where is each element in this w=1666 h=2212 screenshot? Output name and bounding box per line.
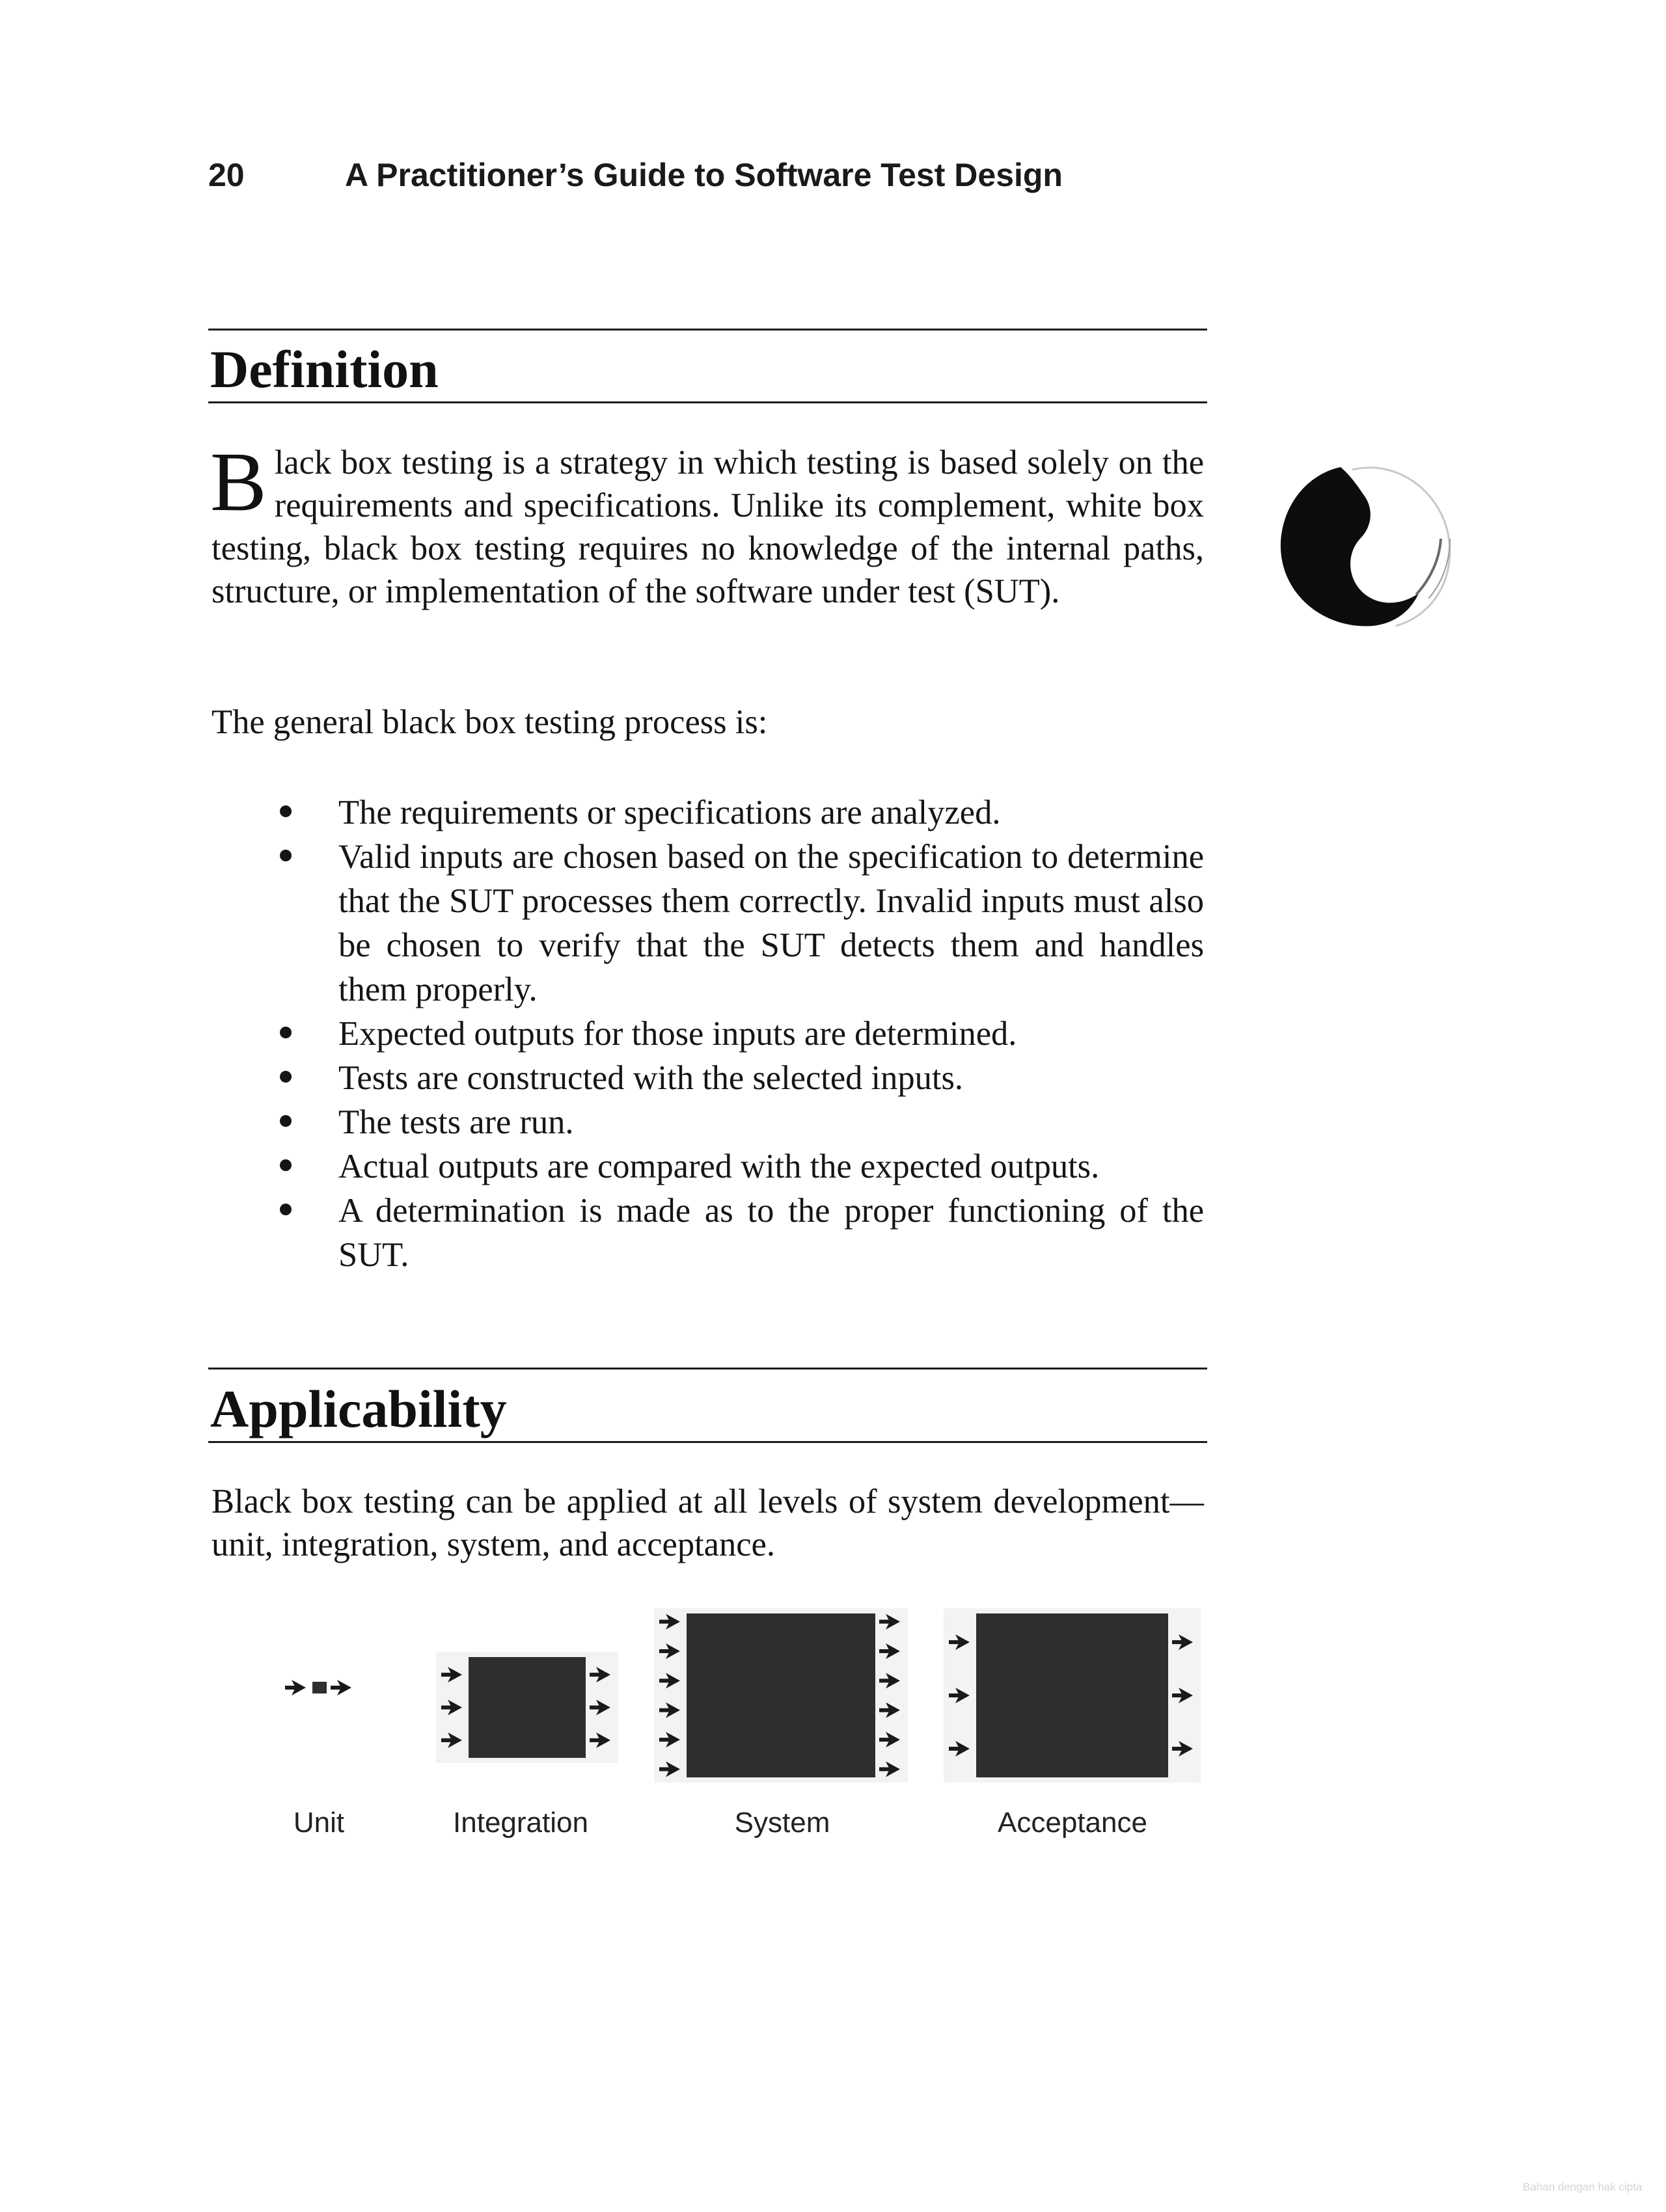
list-item: The requirements or specifications are analyzed. bbox=[212, 790, 1204, 835]
bullet-icon bbox=[280, 1027, 292, 1038]
level-label-integration: Integration bbox=[453, 1807, 588, 1839]
yin-yang-icon bbox=[1263, 455, 1458, 644]
running-header bbox=[208, 156, 1063, 194]
drop-cap: B bbox=[210, 435, 267, 529]
applicability-paragraph: Black box testing can be applied at all levels of system development—unit, integration, system, and acceptance. bbox=[212, 1483, 1204, 1563]
bullet-icon bbox=[280, 1115, 292, 1127]
process-intro: The general black box testing process is: bbox=[212, 703, 768, 741]
list-item: The tests are run. bbox=[212, 1100, 1204, 1144]
level-box-integration bbox=[469, 1657, 586, 1758]
section-rule-top bbox=[208, 329, 1207, 330]
level-box-acceptance bbox=[976, 1613, 1168, 1777]
bullet-icon bbox=[280, 1159, 292, 1171]
level-box-system bbox=[687, 1613, 875, 1777]
bullet-icon bbox=[280, 850, 292, 861]
level-label-unit: Unit bbox=[293, 1807, 345, 1839]
process-steps-list bbox=[212, 790, 1204, 1277]
list-item: Valid inputs are chosen based on the specification to determine that the SUT processes them correctly. Invalid inputs must also be chosen to verify that the SUT detects them and handles them properly. bbox=[212, 835, 1204, 1012]
section-rule-top bbox=[208, 1368, 1207, 1369]
bullet-icon bbox=[280, 805, 292, 817]
level-label-system: System bbox=[734, 1807, 830, 1839]
section-rule-bottom bbox=[208, 401, 1207, 403]
page-number: 20 bbox=[208, 157, 245, 193]
bullet-icon bbox=[280, 1204, 292, 1215]
level-box-unit bbox=[312, 1682, 327, 1693]
bullet-icon bbox=[280, 1071, 292, 1083]
test-levels-diagram bbox=[247, 1587, 1223, 1874]
definition-paragraph bbox=[210, 435, 1204, 613]
list-item: Actual outputs are compared with the expected outputs. bbox=[212, 1144, 1204, 1189]
list-item: A determination is made as to the proper functioning of the SUT. bbox=[212, 1189, 1204, 1277]
book-title: A Practitioner’s Guide to Software Test Design bbox=[345, 157, 1063, 193]
list-item: Expected outputs for those inputs are determined. bbox=[212, 1012, 1204, 1056]
input-arrow-icon-unit bbox=[285, 1680, 306, 1695]
watermark: Bahan dengan hak cipta bbox=[1523, 2181, 1643, 2193]
level-label-acceptance: Acceptance bbox=[998, 1807, 1147, 1839]
section-heading-applicability: Applicability bbox=[210, 1379, 507, 1438]
output-arrow-icon-unit bbox=[331, 1680, 351, 1695]
section-rule-bottom bbox=[208, 1441, 1207, 1443]
list-item: Tests are constructed with the selected inputs. bbox=[212, 1056, 1204, 1100]
definition-text: lack box testing is a strategy in which testing is based solely on the requirements and specifications. Unlike its complement, white box testing, black box testing requires no knowledge of the internal paths, structure, or implementation of the software under test (SUT). bbox=[212, 444, 1204, 610]
section-heading-definition: Definition bbox=[210, 340, 439, 399]
